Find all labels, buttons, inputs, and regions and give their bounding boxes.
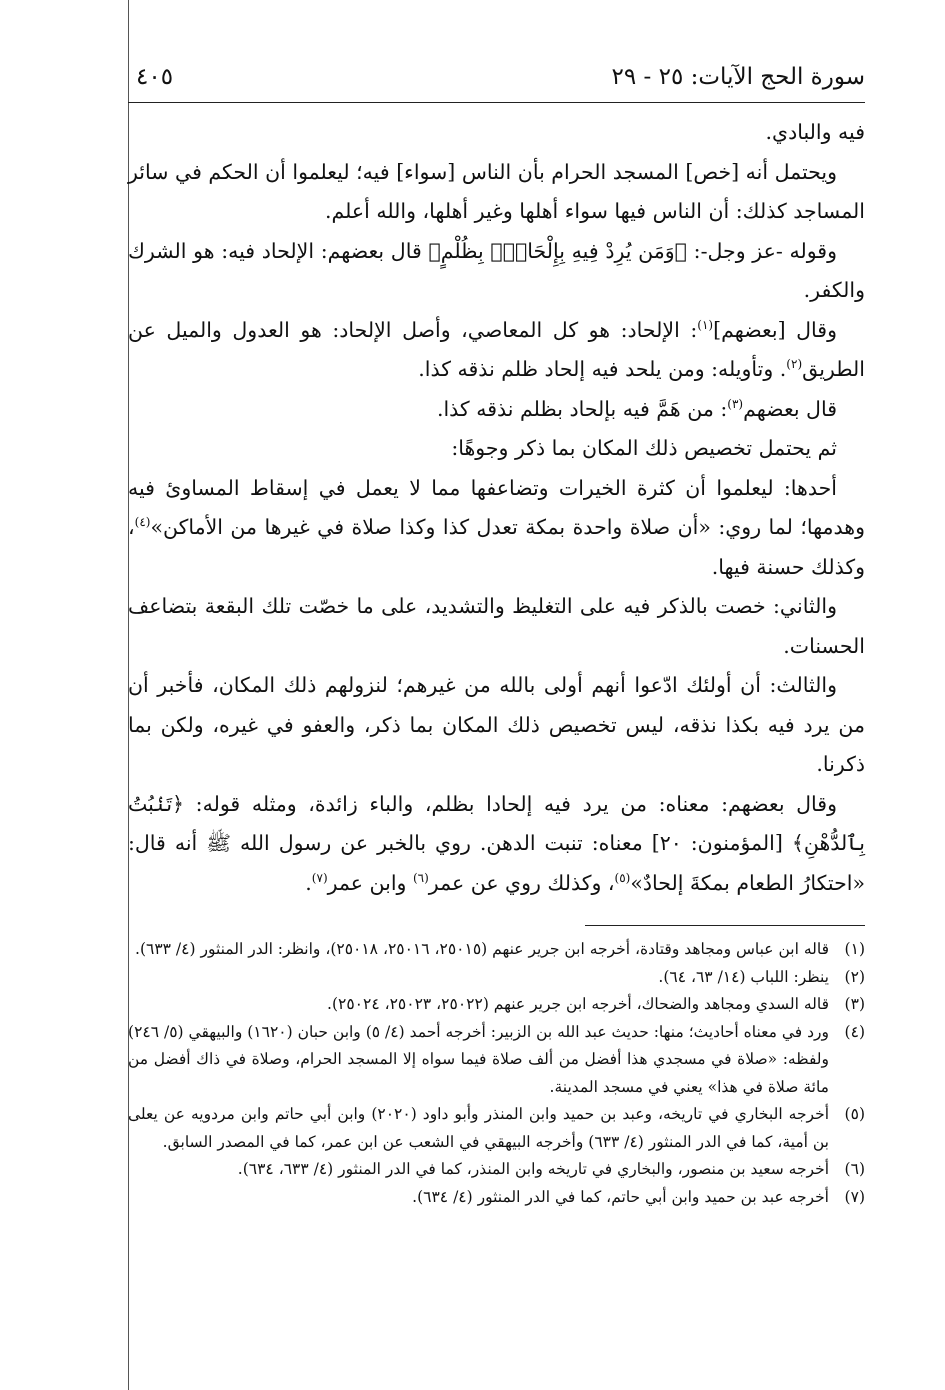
footnotes	[128, 936, 865, 1211]
footnote-number: (٧)	[844, 1187, 865, 1206]
paragraph: وقوله -عز وجل-: ﴿وَمَن يُرِدْ فِيهِ بِإِلْحَادٍۭ بِظُلْمٍ﴾ قال بعضهم: الإلحاد فيه: هو الشرك والكفر.	[128, 238, 865, 302]
paragraph: وقال بعضهم: معناه: من يرد فيه إلحادا بظلم، والباء زائدة، ومثله قوله: ﴿تَنۢبُتُ بِٱلدُّهْنِ﴾ [المؤمنون: ٢٠] معناه: تنبت الدهن. روي بالخبر عن رسول الله ﷺ أنه قال: «احتكارُ الطعام بمكةَ إلحادٌ»$^{(٥)}$، وكذلك روي عن عمر$^{(٦)}$ وابن عمر$^{(٧)}$.	[128, 791, 865, 895]
footnote-ref: (٤)	[134, 515, 151, 530]
footnote	[128, 1184, 865, 1212]
footnote-ref: (٢)	[786, 357, 803, 372]
running-title: سورة الحج الآيات: ٢٥ - ٢٩	[611, 64, 865, 90]
footnote	[128, 936, 865, 964]
paragraph: ثم يحتمل تخصيص ذلك المكان بما ذكر وجوهًا:	[451, 436, 837, 460]
footnote-number: (٥)	[844, 1105, 865, 1123]
paragraph: والثاني: خصت بالذكر فيه على التغليظ والتشديد، على ما خصّت تلك البقعة بتضاعف الحسنات.	[128, 594, 865, 658]
footnote-ref: (٦)	[412, 870, 429, 885]
footnote	[128, 1156, 865, 1184]
footnote-number: (٦)	[844, 1160, 865, 1178]
footnote-ref: (١)	[697, 317, 714, 332]
page-number: ٤٠٥	[136, 64, 174, 90]
footnote	[128, 1019, 865, 1102]
footnote-number: (٣)	[844, 995, 865, 1013]
footnote-text: قاله ابن عباس ومجاهد وقتادة، أخرجه ابن جرير عنهم (٢٥٠١٥، ٢٥٠١٦، ٢٥٠١٨)، وانظر: الدر المنثور (٤/ ٦٣٣).	[135, 940, 829, 958]
footnote-number: (٢)	[844, 967, 865, 986]
footnote-text: أخرجه عبد بن حميد وابن أبي حاتم، كما في الدر المنثور (٤/ ٦٣٤).	[412, 1187, 829, 1206]
paragraph: والثالث: أن أولئك ادّعوا أنهم أولى بالله من غيرهم؛ لنزولهم ذلك المكان، فأخبر أن من يرد فيه بكذا نذقه، ليس تخصيص ذلك المكان بما ذكر، والعفو في غيره، ولكن بما ذكرنا.	[128, 673, 865, 776]
footnote-text: أخرجه سعيد بن منصور، والبخاري في تاريخه وابن المنذر، كما في الدر المنثور (٤/ ٦٣٣، ٦٣٤).	[237, 1160, 829, 1178]
footnote-text: ورد في معناه أحاديث؛ منها: حديث عبد الله بن الزبير: أخرجه أحمد (٤/ ٥) وابن حبان (١٦٢٠) والبيهقي (٥/ ٢٤٦) ولفظه: «صلاة في مسجدي هذا أفضل من ألف صلاة فيما سواه إلا المسجد الحرام، وصلاة في ذاك أفضل من مائة صلاة في هذا» يعني في مسجد المدينة.	[128, 1022, 829, 1096]
paragraph: فيه والبادي.	[765, 120, 865, 144]
footnote-text: قاله السدي ومجاهد والضحاك، أخرجه ابن جرير عنهم (٢٥٠٢٢، ٢٥٠٢٣، ٢٥٠٢٤).	[327, 995, 829, 1013]
main-text	[128, 113, 865, 903]
footnote-separator	[585, 925, 865, 926]
footnote-text: ينظر: اللباب (١٤/ ٦٣، ٦٤).	[658, 967, 829, 986]
footnote-ref: (٧)	[311, 870, 328, 885]
footnote	[128, 1101, 865, 1156]
paragraph: ويحتمل أنه [خص] المسجد الحرام بأن الناس [سواء] فيه؛ ليعلموا أن الحكم في سائر المساجد كذلك: أن الناس فيها سواء أهلها وغير أهلها، والله أعلم.	[128, 159, 865, 223]
footnote-number: (٤)	[844, 1022, 865, 1041]
paragraph: وقال [بعضهم]$^{(١)}$: الإلحاد: هو كل المعاصي، وأصل الإلحاد: هو العدول والميل عن الطريق$^{(٢)}$. وتأويله: ومن يلحد فيه إلحاد ظلم نذقه كذا.	[128, 317, 865, 381]
footnote-ref: (٥)	[614, 870, 631, 885]
footnote	[128, 991, 865, 1019]
paragraph: قال بعضهم$^{(٣)}$: من هَمَّ فيه بإلحاد بظلم نذقه كذا.	[436, 396, 837, 421]
paragraph: أحدها: ليعلموا أن كثرة الخيرات وتضاعفها مما لا يعمل في إسقاط المساوئ فيه وهدمها؛ لما روي: «أن صلاة واحدة بمكة تعدل كذا وكذا صلاة في غيرها من الأماكن»$^{(٤)}$، وكذلك حسنة فيها.	[128, 475, 865, 579]
book-page	[128, 60, 865, 1211]
footnote-text: أخرجه البخاري في تاريخه، وعبد بن حميد وابن المنذر وأبو داود (٢٠٢٠) وابن أبي حاتم وابن مردويه عن يعلى بن أمية، كما في الدر المنثور (٤/ ٦٣٣) وأخرجه البيهقي في الشعب عن ابن عمر، كما في المصدر السابق.	[128, 1105, 830, 1151]
footnote-number: (١)	[844, 940, 865, 958]
footnote	[128, 964, 865, 992]
page-header	[128, 60, 865, 103]
footnote-ref: (٣)	[727, 396, 744, 411]
